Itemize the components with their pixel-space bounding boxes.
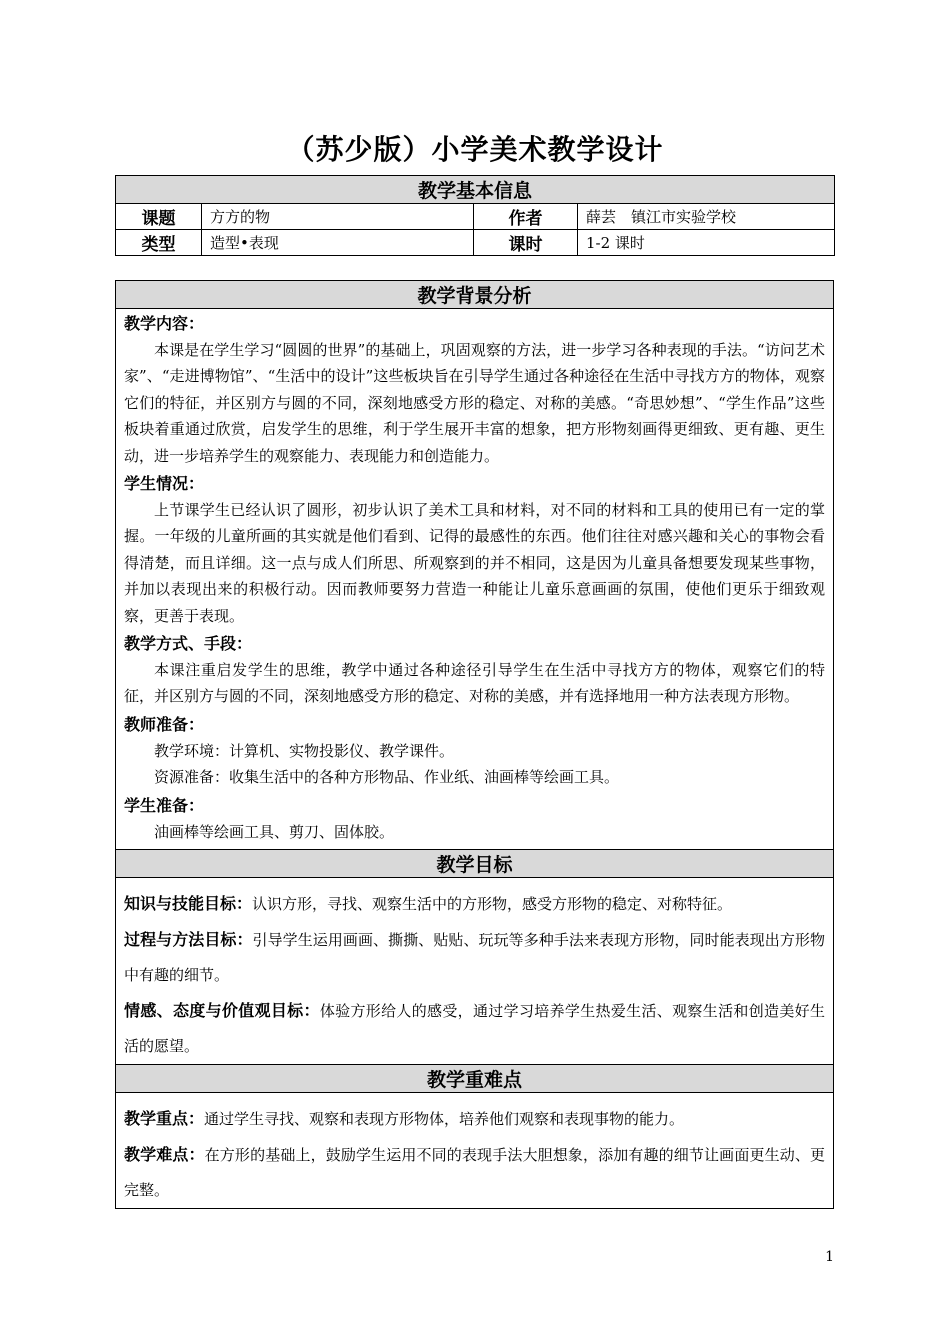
topic-label: 课题 <box>116 204 202 230</box>
teacher-env-text: 教学环境：计算机、实物投影仪、教学课件。 <box>154 741 455 760</box>
teacher-prep-label: 教师准备： <box>124 714 205 734</box>
emotion-goal <box>124 993 825 1064</box>
background-section <box>116 309 834 850</box>
goals-header: 教学目标 <box>116 850 834 878</box>
method-text: 本课注重启发学生的思维，教学中通过各种途径引导学生在生活中寻找方方的物体，观察它们的特征，并区别方与圆的不同，深刻地感受方形的稳定、对称的美感，并有选择地用一种方法表现方形物。 <box>124 661 825 706</box>
topic-value: 方方的物 <box>202 204 474 230</box>
teacher-res-text: 资源准备：收集生活中的各种方形物品、作业纸、油画棒等绘画工具。 <box>154 768 620 787</box>
key-points-section <box>116 1093 834 1209</box>
content-text: 本课是在学生学习“圆圆的世界”的基础上，巩固观察的方法，进一步学习各种表现的手法。“访问艺术家”、“走进博物馆”、“生活中的设计”这些板块旨在引导学生通过各种途径在生活中寻找方方的物体，观察它们的特征，并区别方与圆的不同，深刻地感受方形的稳定、对称的美感。“奇思妙想”、“学生作品”这些板块着重通过欣赏，启发学生的思维，利于学生展开丰富的想象，把方形物刻画得更细致、更有趣、更生动，进一步培养学生的观察能力、表现能力和创造能力。 <box>124 341 825 465</box>
knowledge-goal <box>124 886 825 922</box>
goals-section <box>116 878 834 1065</box>
content-label: 教学内容： <box>124 314 205 333</box>
author-label: 作者 <box>474 204 578 230</box>
hours-value: 1-2 课时 <box>578 230 835 256</box>
page-number: 1 <box>825 1249 834 1265</box>
basic-info-table <box>115 175 835 256</box>
lesson-plan-table <box>115 280 834 1209</box>
hours-label: 课时 <box>474 230 578 256</box>
process-goal-text: 引导学生运用画画、撕撕、贴贴、玩玩等多种手法来表现方形物，同时能表现出方形物中有趣的细节。 <box>124 931 825 985</box>
student-prep-text: 油画棒等绘画工具、剪刀、固体胶。 <box>154 822 395 841</box>
process-goal <box>124 922 825 993</box>
key-points-header: 教学重难点 <box>116 1065 834 1093</box>
type-value: 造型•表现 <box>202 230 474 256</box>
key-point-label: 教学重点： <box>124 1109 205 1129</box>
background-header: 教学背景分析 <box>116 281 834 309</box>
difficult-point-label: 教学难点： <box>124 1145 205 1165</box>
type-label: 类型 <box>116 230 202 256</box>
difficult-point-text: 在方形的基础上，鼓励学生运用不同的表现手法大胆想象，添加有趣的细节让画面更生动、更完整。 <box>124 1146 825 1200</box>
emotion-goal-text: 体验方形给人的感受，通过学习培养学生热爱生活、观察生活和创造美好生活的愿望。 <box>124 1002 825 1056</box>
knowledge-goal-label: 知识与技能目标： <box>124 894 253 914</box>
difficult-point <box>124 1137 825 1208</box>
key-point-text: 通过学生寻找、观察和表现方形物体，培养他们观察和表现事物的能力。 <box>204 1110 685 1129</box>
basic-info-header: 教学基本信息 <box>116 176 835 204</box>
method-label: 教学方式、手段： <box>124 634 253 654</box>
process-goal-label: 过程与方法目标： <box>124 930 253 950</box>
students-label: 学生情况： <box>124 474 205 494</box>
students-text: 上节课学生已经认识了圆形，初步认识了美术工具和材料，对不同的材料和工具的使用已有一定的掌握。一年级的儿童所画的其实就是他们看到、记得的最感性的东西。他们往往对感兴趣和关心的事物会看得清楚，而且详细。这一点与成人们所思、所观察到的并不相同，这是因为儿童具备想要发现某些事物，并加以表现出来的积极行动。因而教师要努力营造一种能让儿童乐意画画的氛围，使他们更乐于细致观察，更善于表现。 <box>124 501 825 625</box>
knowledge-goal-text: 认识方形，寻找、观察生活中的方形物，感受方形物的稳定、对称特征。 <box>252 895 733 914</box>
author-value: 薛芸 镇江市实验学校 <box>578 204 835 230</box>
student-prep-label: 学生准备： <box>124 795 205 815</box>
document-title: （苏少版）小学美术教学设计 <box>286 133 664 166</box>
key-point <box>124 1101 825 1137</box>
emotion-goal-label: 情感、态度与价值观目标： <box>124 1001 320 1021</box>
